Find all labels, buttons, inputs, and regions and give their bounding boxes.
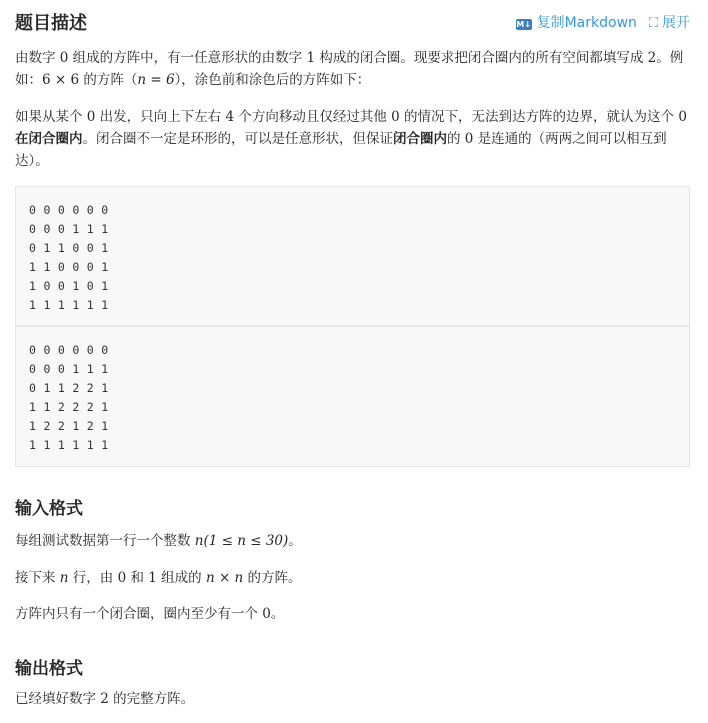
example-after-matrix: 0 0 0 0 0 0 0 0 0 1 1 1 0 1 1 2 2 1 1 1 2 2 2 1 1 2 2 1 2 1 1 1 1 1 1 1: [29, 343, 109, 452]
copy-markdown-button[interactable]: [516, 12, 637, 32]
input-line-1: 每组测试数据第一行一个整数 n(1 ≤ n ≤ 30)。: [15, 533, 302, 549]
input-line-3: 方阵内只有一个闭合圈，圈内至少有一个 0。: [15, 606, 285, 622]
expand-button[interactable]: [637, 12, 690, 32]
copy-markdown-label: 复制Markdown: [536, 15, 637, 31]
section-title-description: 题目描述: [15, 13, 87, 34]
output-line-1: 已经填好数字 2 的完整方阵。: [15, 691, 195, 707]
description-paragraph-1: 由数字 0 组成的方阵中，有一任意形状的由数字 1 构成的闭合圈。现要求把闭合圈内的所有空间都填写成 2。例如：6 × 6 的方阵（n = 6），涂色前和涂色后的方阵如下：: [15, 50, 684, 88]
section-title-output: 输出格式: [15, 659, 83, 679]
description-paragraph-2: 如果从某个 0 出发，只向上下左右 4 个方向移动且仅经过其他 0 的情况下，无法到达方阵的边界，就认为这个 0 在闭合圈内。闭合圈不一定是环形的，可以是任意形状，但保证闭合圈内的 0 是连通的（两两之间可以相互到达）。: [15, 109, 687, 169]
section-title-input: 输入格式: [15, 499, 83, 519]
example-after-code-block[interactable]: [15, 326, 690, 467]
expand-label: 展开: [662, 15, 690, 31]
markdown-icon: M↓: [516, 20, 531, 29]
header-row: [15, 0, 690, 42]
example-before-code-block[interactable]: [15, 186, 690, 326]
example-before-matrix: 0 0 0 0 0 0 0 0 0 1 1 1 0 1 1 0 0 1 1 1 0 0 0 1 1 0 0 1 0 1 1 1 1 1 1 1: [29, 203, 109, 312]
header-actions: [516, 12, 690, 32]
expand-icon: ⛶: [648, 16, 658, 31]
input-line-2: 接下来 n 行，由 0 和 1 组成的 n × n 的方阵。: [15, 570, 302, 586]
problem-content: [15, 0, 690, 707]
